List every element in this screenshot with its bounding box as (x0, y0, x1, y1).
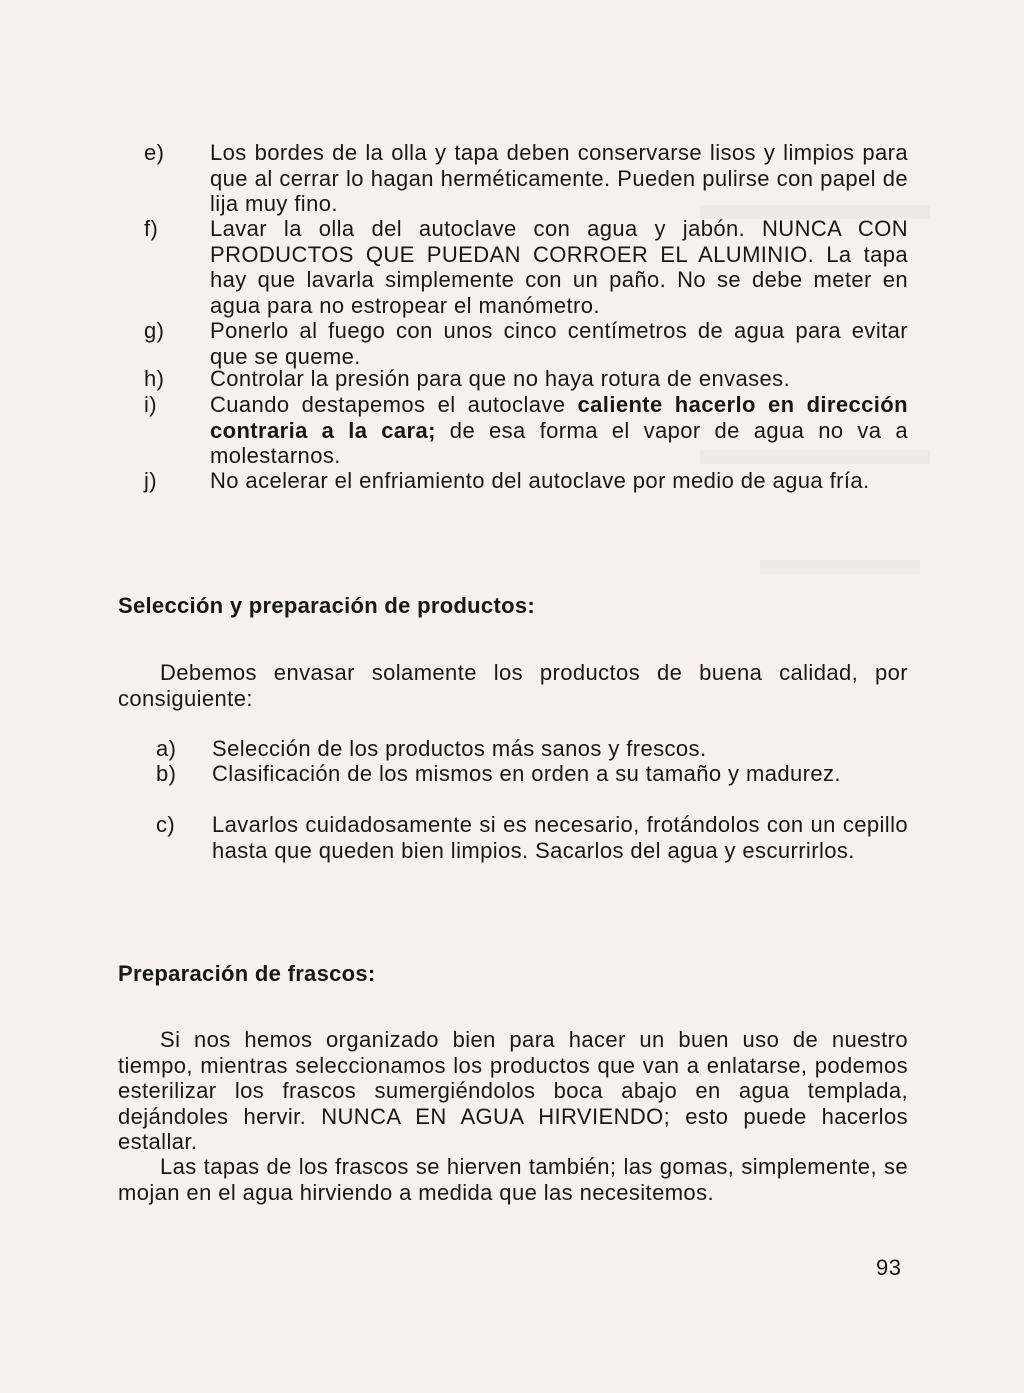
list-item-j (118, 468, 908, 494)
list-marker: e) (144, 140, 165, 165)
list-item-text: Selección de los productos más sanos y frescos. (212, 736, 707, 761)
emphasis-text: caliente hacerlo en dirección contraria a la cara; (210, 392, 908, 443)
paragraph: Las tapas de los frascos se hierven también; las gomas, simplemente, se mojan en el agua hirviendo a medida que las necesitemos. (118, 1154, 908, 1205)
list-item-h (118, 366, 908, 392)
section-intro: Debemos envasar solamente los productos de buena calidad, por consiguiente: (118, 660, 908, 711)
list-item-text-end: de esa forma el vapor de agua no va a molestarnos. (210, 417, 908, 468)
list-marker: a) (156, 736, 177, 761)
list-marker: h) (144, 366, 165, 391)
paragraph: Si nos hemos organizado bien para hacer un buen uso de nuestro tiempo, mientras seleccionamos los productos que van a enlatarse, podemos esterilizar los frascos sumergiéndolos boca abajo en agua templada, dejándoles hervir. NUNCA EN AGUA HIRVIENDO; esto puede hacerlos estallar. (118, 1027, 908, 1154)
list-item-e (118, 140, 908, 217)
list-item-text (210, 392, 908, 469)
list-item-c (118, 812, 908, 863)
list-item-b (118, 761, 908, 787)
list-item-text: No acelerar el enfriamiento del autoclave por medio de agua fría. (210, 468, 870, 493)
list-marker: j) (144, 468, 158, 493)
list-marker: i) (144, 392, 158, 417)
list-item-f (118, 216, 908, 318)
bleed-through-mark (760, 560, 920, 574)
list-item-text: Ponerlo al fuego con unos cinco centímetros de agua para evitar que se queme. (210, 318, 908, 369)
list-item-text: Lavar la olla del autoclave con agua y jabón. NUNCA CON PRODUCTOS QUE PUEDAN CORROER EL ALUMINIO. La tapa hay que lavarla simplemente con un paño. No se debe meter en agua para no estropear el manómetro. (210, 216, 908, 318)
list-marker: g) (144, 318, 165, 343)
list-item-i (118, 392, 908, 469)
list-item-text: Los bordes de la olla y tapa deben conservarse lisos y limpios para que al cerrar lo hagan herméticamente. Pueden pulirse con papel de lija muy fino. (210, 140, 908, 216)
list-item-text: Clasificación de los mismos en orden a su tamaño y madurez. (212, 761, 841, 786)
list-marker: f) (144, 216, 159, 241)
list-marker: b) (156, 761, 177, 786)
list-item-text: Lavarlos cuidadosamente si es necesario, frotándolos con un cepillo hasta que queden bien limpios. Sacarlos del agua y escurrirlos. (212, 812, 908, 863)
page-number: 93 (876, 1255, 902, 1280)
section-heading: Preparación de frascos: (118, 961, 376, 986)
list-item-text: Controlar la presión para que no haya rotura de envases. (210, 366, 791, 391)
list-item-a (118, 736, 908, 762)
list-item-text-start: Cuando destapemos el autoclave (210, 392, 578, 417)
list-item-g (118, 318, 908, 369)
section-heading: Selección y preparación de productos: (118, 593, 535, 618)
list-marker: c) (156, 812, 176, 837)
